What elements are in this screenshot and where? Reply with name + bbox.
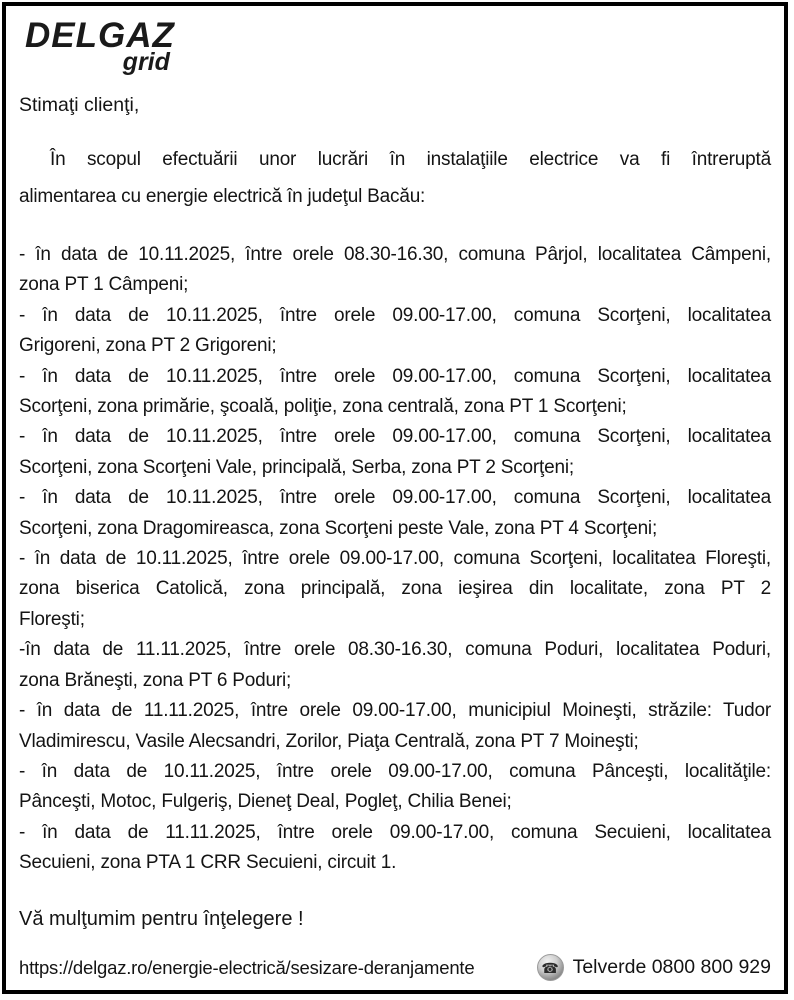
- notice-line: -în data de 11.11.2025, între orele 08.30-16.30, comuna Poduri, localitatea Poduri,: [19, 639, 771, 661]
- notice-item: [19, 818, 771, 879]
- notice-line: Grigoreni, zona PT 2 Grigoreni;: [19, 335, 277, 357]
- intro-paragraph: [19, 142, 771, 215]
- notice-line: - în data de 10.11.2025, între orele 08.30-16.30, comuna Pârjol, localitatea Câmpeni,: [19, 244, 771, 265]
- notice-item: [19, 483, 771, 544]
- notice-line: - în data de 10.11.2025, între orele 09.00-17.00, comuna Scorţeni, localitatea: [19, 304, 771, 326]
- logo-sub-text: grid: [122, 48, 170, 76]
- logo-brand-text: DELGAZ: [25, 16, 175, 55]
- notice-line: - în data de 10.11.2025, între orele 09.00-17.00, comuna Scorţeni, localitatea Floreşti,: [19, 548, 771, 570]
- notice-item: [19, 301, 771, 362]
- notice-line: - în data de 11.11.2025, între orele 09.00-17.00, comuna Secuieni, localitatea: [19, 821, 771, 843]
- footer-phone: [537, 954, 771, 981]
- notice-line: Secuieni, zona PTA 1 CRR Secuieni, circuit 1.: [19, 852, 397, 874]
- notice-line: zona biserica Catolică, zona principală, zona ieşirea din localitate, zona PT 2: [19, 578, 771, 600]
- footer-url-link[interactable]: https://delgaz.ro/energie-electrică/sesizare-deranjamente: [19, 956, 475, 978]
- notice-item: [19, 362, 771, 423]
- notice-item: [19, 635, 771, 696]
- greeting-text: Stimaţi clienţi,: [19, 94, 140, 116]
- phone-label: Telverde 0800 800 929: [572, 956, 771, 978]
- notice-item: [19, 422, 771, 483]
- closing-text: Vă mulţumim pentru înţelegere !: [19, 907, 304, 930]
- notice-item: [19, 544, 771, 635]
- notice-line: Floreşti;: [19, 608, 85, 630]
- notice-line: - în data de 10.11.2025, între orele 09.00-17.00, comuna Pânceşti, localităţile:: [19, 760, 771, 782]
- notice-line: Scorţeni, zona Dragomireasca, zona Scorţeni peste Vale, zona PT 4 Scorţeni;: [19, 517, 658, 539]
- notice-list: [19, 240, 771, 879]
- notice-line: zona Brăneşti, zona PT 6 Poduri;: [19, 669, 292, 691]
- delgaz-grid-logo: [25, 18, 175, 75]
- notice-line: zona PT 1 Câmpeni;: [19, 274, 189, 296]
- notice-line: Scorţeni, zona Scorţeni Vale, principală, Serba, zona PT 2 Scorţeni;: [19, 456, 574, 478]
- notice-line: Pânceşti, Motoc, Fulgeriş, Dieneţ Deal, Pogleţ, Chilia Benei;: [19, 791, 512, 813]
- phone-icon: ☎: [537, 954, 564, 981]
- notice-line: - în data de 10.11.2025, între orele 09.00-17.00, comuna Scorţeni, localitatea: [19, 426, 771, 448]
- notice-item: [19, 757, 771, 818]
- notice-line: - în data de 10.11.2025, între orele 09.00-17.00, comuna Scorţeni, localitatea: [19, 487, 771, 509]
- notice-page: [2, 2, 788, 994]
- notice-item: [19, 240, 771, 301]
- notice-line: Scorţeni, zona primărie, şcoală, poliţie, zona centrală, zona PT 1 Scorţeni;: [19, 396, 627, 418]
- notice-line: Vladimirescu, Vasile Alecsandri, Zorilor, Piaţa Centrală, zona PT 7 Moineşti;: [19, 730, 639, 752]
- notice-item: [19, 696, 771, 757]
- footer: [19, 954, 771, 981]
- notice-line: În scopul efectuării unor lucrări în instalaţiile electrice va fi întreruptă: [50, 149, 771, 170]
- notice-line: - în data de 11.11.2025, între orele 09.00-17.00, municipiul Moineşti, străzile: Tudor: [19, 700, 771, 722]
- notice-line: - în data de 10.11.2025, între orele 09.00-17.00, comuna Scorţeni, localitatea: [19, 365, 771, 387]
- notice-line: alimentarea cu energie electrică în judeţul Bacău:: [19, 185, 426, 207]
